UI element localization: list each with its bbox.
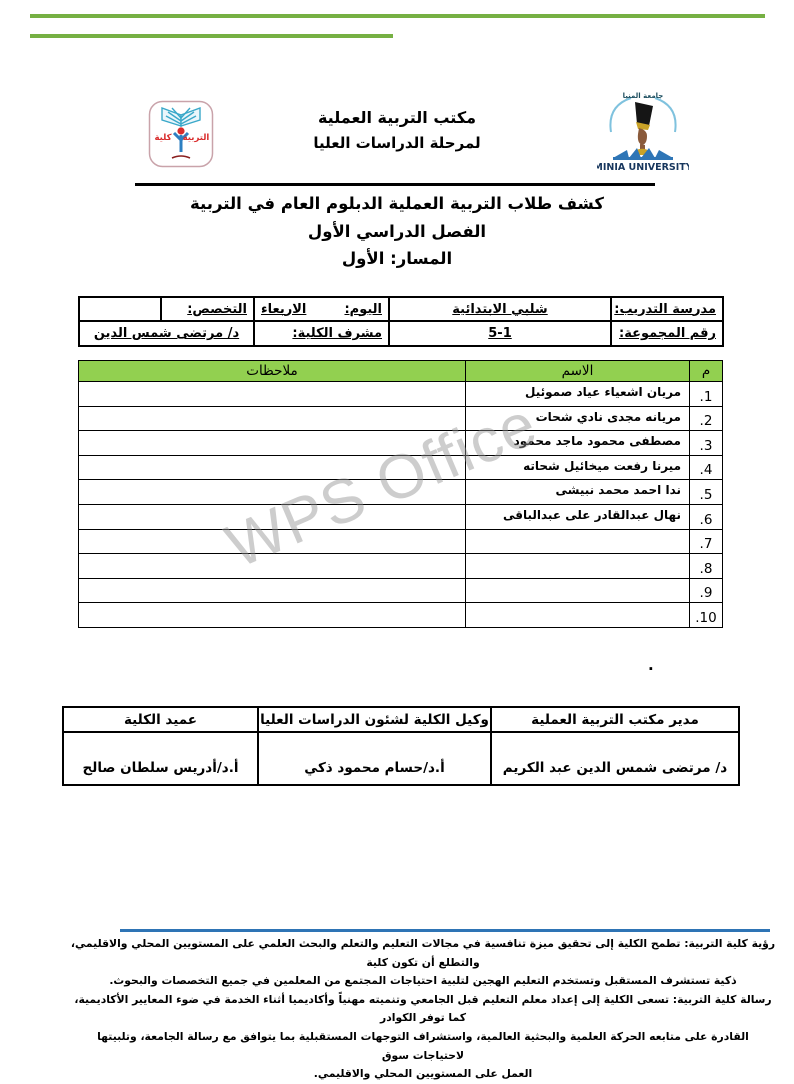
- school-value: شلبي الابتدائية: [452, 301, 548, 317]
- info-table-row-1: [79, 297, 723, 321]
- footer-line: رؤية كلية التربية: تطمح الكلية إلى تحقيق ميزة تنافسية في مجالات التعليم والتعلم والبحث العلمي على المستويين المحلي والاقليمي، والتطلع أن تكون كلية: [70, 937, 776, 969]
- footer-line: القادرة على متابعه الحركة العلمية والبحثية العالمية، واستشراف التوجهات المستقبلية بما يتوافق مع رسالة الجامعة، وتلبيتها لاحتياجات سوق: [97, 1029, 749, 1062]
- table-row: [79, 406, 723, 431]
- table-row: [79, 554, 723, 579]
- university-logo-caption: MINIA UNIVERSITY: [597, 162, 689, 172]
- col-header-notes: ملاحظات: [79, 361, 466, 382]
- supervisor-label: مشرف الكلية:: [292, 326, 382, 341]
- header-divider-rule: [135, 183, 655, 186]
- specialty-value-cell: [79, 297, 161, 321]
- row-num: .4: [690, 455, 723, 480]
- school-label: مدرسة التدريب:: [614, 301, 716, 317]
- supervisor-value-cell: [79, 321, 254, 346]
- footer-line: ذكية تستشرف المستقبل وتستخدم التعليم الهجين لتلبية احتياجات المجتمع من المعلمين في جميع التخصصات والبحوث.: [109, 974, 737, 988]
- specialty-label-cell: [161, 297, 254, 321]
- signature-names-row: [63, 732, 739, 785]
- day-label: اليوم:: [344, 301, 382, 317]
- doc-title-line2: الفصل الدراسي الأول: [307, 222, 487, 241]
- group-label-cell: [611, 321, 723, 346]
- table-row: [79, 603, 723, 628]
- notes-cell: [79, 578, 466, 603]
- table-row: [79, 529, 723, 554]
- office-heading-line1: مكتب التربية العملية: [317, 108, 477, 127]
- footer-line: العمل على المستويين المحلي والاقليمي.: [313, 1067, 533, 1081]
- signature-titles-row: [63, 707, 739, 732]
- signature-title-practical-office-director: مدير مكتب التربية العملية: [491, 707, 739, 732]
- office-heading-line2: لمرحلة الدراسات العليا: [313, 134, 481, 152]
- notes-cell: [79, 382, 466, 407]
- top-green-rule-long: [30, 14, 765, 18]
- school-label-cell: [611, 297, 723, 321]
- supervisor-value: د/ مرتضى شمس الدين: [93, 326, 240, 341]
- student-name: [466, 554, 690, 579]
- minia-university-icon: [597, 88, 689, 172]
- group-number-value: 5-1: [488, 326, 512, 341]
- student-name: [466, 578, 690, 603]
- footer-divider-rule: [120, 929, 770, 932]
- row-num: .3: [690, 431, 723, 456]
- col-header-num: م: [690, 361, 723, 382]
- signature-title-vice-dean: وكيل الكلية لشئون الدراسات العليا: [258, 707, 491, 732]
- stray-dot: .: [648, 656, 654, 674]
- notes-cell: [79, 603, 466, 628]
- wps-office-watermark: WPS Office: [216, 389, 547, 582]
- row-num: .6: [690, 504, 723, 529]
- day-cell: [254, 297, 389, 321]
- day-value: الاربعاء: [261, 301, 307, 317]
- student-name: مريان اشعياء عياد صموئيل: [466, 382, 690, 407]
- row-num: .1: [690, 382, 723, 407]
- group-number-label: رقم المجموعة:: [619, 326, 716, 341]
- row-num: .5: [690, 480, 723, 505]
- row-num: .7: [690, 529, 723, 554]
- signature-title-dean: عميد الكلية: [63, 707, 258, 732]
- faculty-logo-word-left: التربية: [182, 133, 210, 143]
- row-num: .2: [690, 406, 723, 431]
- info-table-row-2: [79, 321, 723, 346]
- faculty-logo-word-right: كلية: [154, 133, 172, 143]
- student-name: مريانه مجدى نادي شحات: [466, 406, 690, 431]
- footer-line: رسالة كلية التربية: تسعى الكلية إلى إعداد معلم التعليم قبل الجامعي وتنميته مهنياً وأكاديميا أثناء الخدمة في ضوء المعايير الأكاديمية، كما توفر الكوادر: [74, 992, 772, 1025]
- doc-title-line3: المسار: الأول: [341, 249, 453, 268]
- footer-vision-mission: [70, 935, 776, 1084]
- supervisor-label-cell: [254, 321, 389, 346]
- signature-name-vice-dean: أ.د/حسام محمود ذكي: [258, 732, 491, 785]
- doc-title-line1: كشف طلاب التربية العملية الدبلوم العام في التربية: [190, 194, 604, 213]
- student-name: مصطفى محمود ماجد محمود: [466, 431, 690, 456]
- signature-name-dean: أ.د/أدريس سلطان صالح: [63, 732, 258, 785]
- table-row: [79, 382, 723, 407]
- top-green-rule-short: [30, 34, 393, 38]
- row-num: .9: [690, 578, 723, 603]
- student-name: [466, 603, 690, 628]
- specialty-label: التخصص:: [187, 301, 247, 317]
- col-header-name: الاسم: [466, 361, 690, 382]
- school-value-cell: [389, 297, 611, 321]
- student-name: نهال عبدالقادر على عبدالباقى: [466, 504, 690, 529]
- student-name: ميرنا رفعت ميخائيل شحاته: [466, 455, 690, 480]
- info-table: [78, 296, 724, 347]
- notes-cell: [79, 406, 466, 431]
- roster-header-row: [79, 361, 723, 382]
- signatures-table: [62, 706, 740, 786]
- table-row: [79, 578, 723, 603]
- row-num: .8: [690, 554, 723, 579]
- signature-name-practical-office-director: د/ مرتضى شمس الدين عبد الكريم: [491, 732, 739, 785]
- student-name: [466, 529, 690, 554]
- row-num: .10: [690, 603, 723, 628]
- university-logo-arc-text: جامعة المنيا: [622, 92, 664, 100]
- university-logo: [597, 88, 689, 176]
- student-name: ندا احمد محمد نبيشى: [466, 480, 690, 505]
- group-value-cell: [389, 321, 611, 346]
